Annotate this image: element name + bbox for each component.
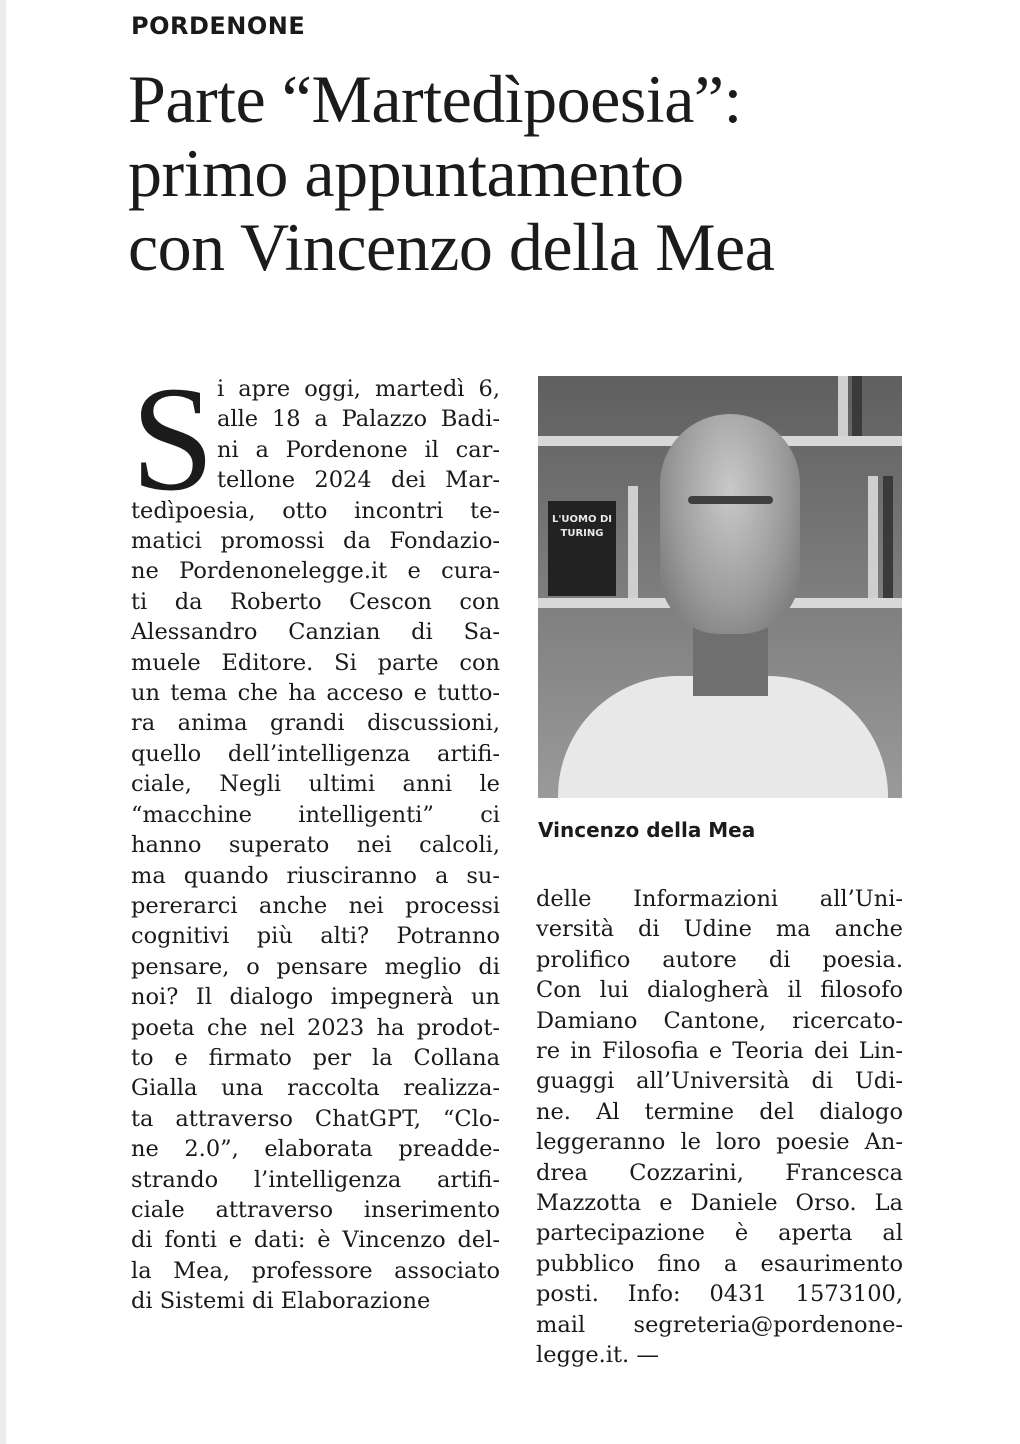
book [628, 486, 638, 598]
headline [128, 62, 908, 284]
article-line: re in Filosofia e Teoria dei Lin- [536, 1038, 903, 1065]
article-line: Gialla una raccolta realizza- [131, 1075, 500, 1102]
article-line: di Sistemi di Elaborazione [131, 1288, 431, 1315]
article-line: ciale attraverso inserimento [131, 1196, 500, 1223]
article-line: muele Editore. Si parte con [131, 649, 500, 676]
photo-caption: Vincenzo della Mea [538, 818, 756, 842]
article-line: i apre oggi, martedì 6, [217, 376, 500, 402]
drop-cap: S [131, 356, 215, 522]
book [838, 376, 848, 436]
page-edge [0, 0, 6, 1444]
article-line: partecipazione è aperta al [536, 1220, 903, 1247]
article-line: pubblico fino a esaurimento [536, 1250, 903, 1277]
article-line: matici promossi da Fondazio- [131, 528, 500, 555]
author-photo [538, 376, 902, 798]
article-line: ma quando riusciranno a su- [131, 862, 500, 889]
article-line: cognitivi più alti? Potranno [131, 923, 500, 950]
article-line: mail segreteria@pordenone- [536, 1311, 903, 1338]
article-line: delle Informazioni all’Uni- [536, 886, 903, 912]
article-line: la Mea, professore associato [131, 1257, 500, 1284]
section-label: PORDENONE [131, 12, 306, 40]
article-line: posti. Info: 0431 1573100, [536, 1281, 903, 1308]
article-line: Alessandro Canzian di Sa- [131, 619, 500, 646]
article-line: leggeranno le loro poesie An- [536, 1129, 903, 1156]
article-line: hanno superato nei calcoli, [131, 832, 500, 859]
article-line: strando l’intelligenza artifi- [131, 1166, 500, 1193]
book-cover: L'UOMO DI TURING [548, 501, 616, 596]
article-line: Damiano Cantone, ricercato- [536, 1007, 903, 1034]
article-line: ne Pordenonelegge.it e cura- [131, 558, 500, 585]
book [852, 376, 862, 436]
headline-line: con Vincenzo della Mea [128, 209, 775, 285]
article-line: versità di Udine ma anche [536, 916, 903, 943]
article-line: Con lui dialogherà il filosofo [536, 977, 903, 1004]
article-line: un tema che ha acceso e tutto- [131, 680, 500, 707]
article-line: pererarci anche nei processi [131, 892, 500, 919]
headline-line: Parte “Martedìpoesia”: [128, 61, 742, 137]
article-line: poeta che nel 2023 ha prodot- [131, 1014, 500, 1041]
article-line: ta attraverso ChatGPT, “Clo- [131, 1105, 500, 1132]
article-line: pensare, o pensare meglio di [131, 953, 500, 980]
article-line: noi? Il dialogo impegnerà un [131, 984, 500, 1011]
article-line: ne 2.0”, elaborata preadde- [131, 1136, 500, 1163]
article-line: ti da Roberto Cescon con [131, 588, 500, 615]
article-line: ne. Al termine del dialogo [536, 1098, 903, 1125]
article-column-right [536, 884, 903, 1371]
article-line: tellone 2024 dei Mar- [217, 467, 500, 494]
article-line: ni a Pordenone il car- [217, 436, 500, 463]
person-head [660, 414, 800, 634]
headline-line: primo appuntamento [128, 135, 684, 211]
article-line: ra anima grandi discussioni, [131, 710, 500, 737]
article-line: prolifico autore di poesia. [536, 946, 903, 973]
article-line: to e firmato per la Collana [131, 1044, 500, 1071]
person-neck [693, 626, 768, 696]
article-line: quello dell’intelligenza artifi- [131, 740, 500, 767]
article-line: di fonti e dati: è Vincenzo del- [131, 1227, 500, 1254]
book [868, 476, 878, 598]
article-line: guaggi all’Università di Udi- [536, 1068, 903, 1095]
article-line: Mazzotta e Daniele Orso. La [536, 1190, 903, 1217]
person-brow [688, 496, 773, 504]
article-line: “macchine intelligenti” ci [131, 801, 500, 828]
book [883, 476, 893, 598]
article-line: legge.it. — [536, 1342, 659, 1369]
article-line: drea Cozzarini, Francesca [536, 1159, 903, 1186]
article-line: tedìpoesia, otto incontri te- [131, 497, 500, 524]
article-line: alle 18 a Palazzo Badi- [217, 406, 500, 433]
article-line: ciale, Negli ultimi anni le [131, 771, 500, 798]
article-column-left [131, 356, 500, 1317]
